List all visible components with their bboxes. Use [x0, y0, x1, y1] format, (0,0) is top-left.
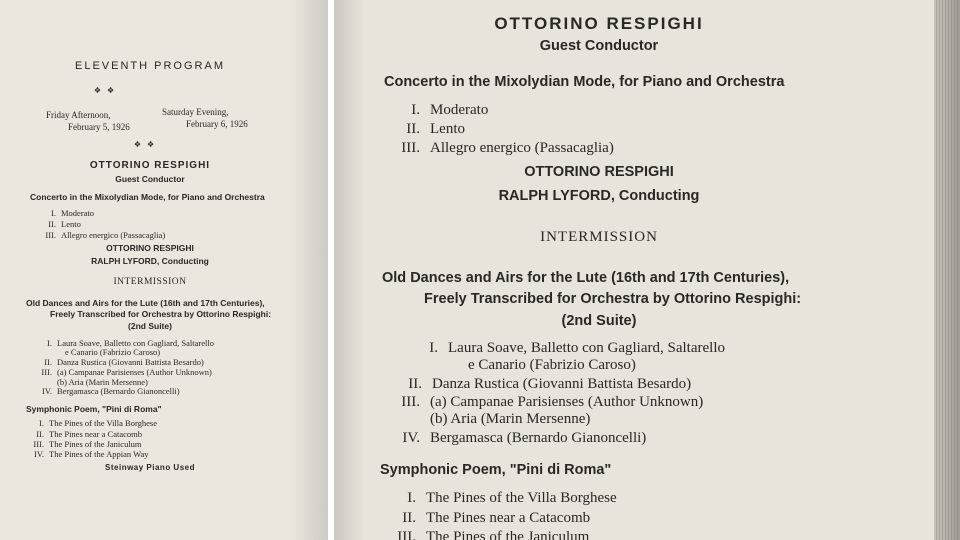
dances-item: (b) Aria (Marin Mersenne): [57, 377, 148, 387]
intermission-label: INTERMISSION: [540, 229, 658, 245]
concerto-movement: III. Allegro energico (Passacaglia): [45, 230, 166, 240]
symphonic-item: II. The Pines near a Catacomb: [36, 429, 142, 439]
conductor-name: OTTORINO RESPIGHI: [89, 160, 211, 171]
dances-item: e Canario (Fabrizio Caroso): [468, 357, 636, 373]
concerto-title: Concerto in the Mixolydian Mode, for Piano and Orchestra: [384, 74, 785, 90]
dances-item: e Canario (Fabrizio Caroso): [65, 347, 161, 357]
symphonic-item: II. The Pines near a Catacomb: [402, 510, 591, 526]
concerto-movement: III. Allegro energico (Passacaglia): [401, 140, 614, 156]
program-title: ELEVENTH PROGRAM: [75, 60, 225, 72]
soloist-name: OTTORINO RESPIGHI: [106, 243, 194, 253]
dances-title: Freely Transcribed for Orchestra by Ottorino Respighi:: [50, 309, 272, 319]
right-page: [334, 0, 934, 540]
soloist-name: OTTORINO RESPIGHI: [524, 164, 674, 180]
footer-note: Steinway Piano Used: [105, 463, 195, 472]
page-gutter-shadow: [290, 0, 328, 540]
conducting-credit: RALPH LYFORD, Conducting: [91, 256, 209, 266]
symphonic-item: I. The Pines of the Villa Borghese: [407, 490, 617, 506]
concerto-movement: I. Moderato: [51, 208, 95, 218]
dances-item: IV. Bergamasca (Bernardo Gianoncelli): [42, 386, 180, 396]
ornament-divider: ❖ ❖: [93, 86, 117, 95]
symphonic-item: IV. The Pines of the Appian Way: [34, 449, 149, 459]
dances-item: III. (a) Campanae Parisienses (Author Unknown): [41, 367, 212, 377]
dances-item: IV. Bergamasca (Bernardo Gianoncelli): [402, 430, 647, 446]
page-edge-shadow: [934, 0, 960, 540]
left-page: [0, 0, 329, 540]
concerto-movement: II. Lento: [48, 219, 81, 229]
conductor-role: Guest Conductor: [115, 174, 185, 184]
concerto-movement: II. Lento: [406, 121, 465, 137]
symphonic-item: III. The Pines of the Janiculum: [397, 529, 590, 540]
symphonic-item: III. The Pines of the Janiculum: [33, 439, 142, 449]
intermission-label: INTERMISSION: [113, 277, 187, 287]
dances-item: I. Laura Soave, Balletto con Gagliard, Saltarello: [429, 340, 725, 356]
dances-suite: (2nd Suite): [128, 321, 172, 331]
ornament-divider: ❖ ❖: [133, 140, 157, 149]
dances-item: III. (a) Campanae Parisienses (Author Unknown): [401, 394, 704, 410]
symphonic-title: Symphonic Poem, "Pini di Roma": [26, 404, 162, 414]
dances-suite: (2nd Suite): [561, 313, 637, 329]
dances-item: II. Danza Rustica (Giovanni Battista Besardo): [44, 357, 204, 367]
concerto-movement: I. Moderato: [411, 102, 489, 118]
page-gutter-shadow: [334, 0, 364, 540]
date-day: Saturday Evening,: [162, 107, 229, 117]
date-value: February 6, 1926: [186, 119, 248, 129]
dances-item: (b) Aria (Marin Mersenne): [430, 411, 591, 427]
symphonic-item: I. The Pines of the Villa Borghese: [39, 418, 158, 428]
book-page-edges: [934, 0, 960, 540]
date-value: February 5, 1926: [68, 122, 130, 132]
dances-title: Old Dances and Airs for the Lute (16th and 17th Centuries),: [382, 270, 790, 286]
conducting-credit: RALPH LYFORD, Conducting: [498, 188, 700, 204]
dances-item: II. Danza Rustica (Giovanni Battista Besardo): [408, 376, 692, 392]
symphonic-title: Symphonic Poem, "Pini di Roma": [380, 462, 612, 478]
conductor-role: Guest Conductor: [539, 38, 659, 54]
concerto-title: Concerto in the Mixolydian Mode, for Piano and Orchestra: [30, 192, 265, 202]
dances-item: I. Laura Soave, Balletto con Gagliard, Saltarello: [47, 338, 214, 348]
dances-title: Old Dances and Airs for the Lute (16th and 17th Centuries),: [26, 298, 265, 308]
dances-title: Freely Transcribed for Orchestra by Ottorino Respighi:: [424, 291, 802, 307]
date-day: Friday Afternoon,: [46, 110, 111, 120]
conductor-name: OTTORINO RESPIGHI: [494, 14, 704, 33]
